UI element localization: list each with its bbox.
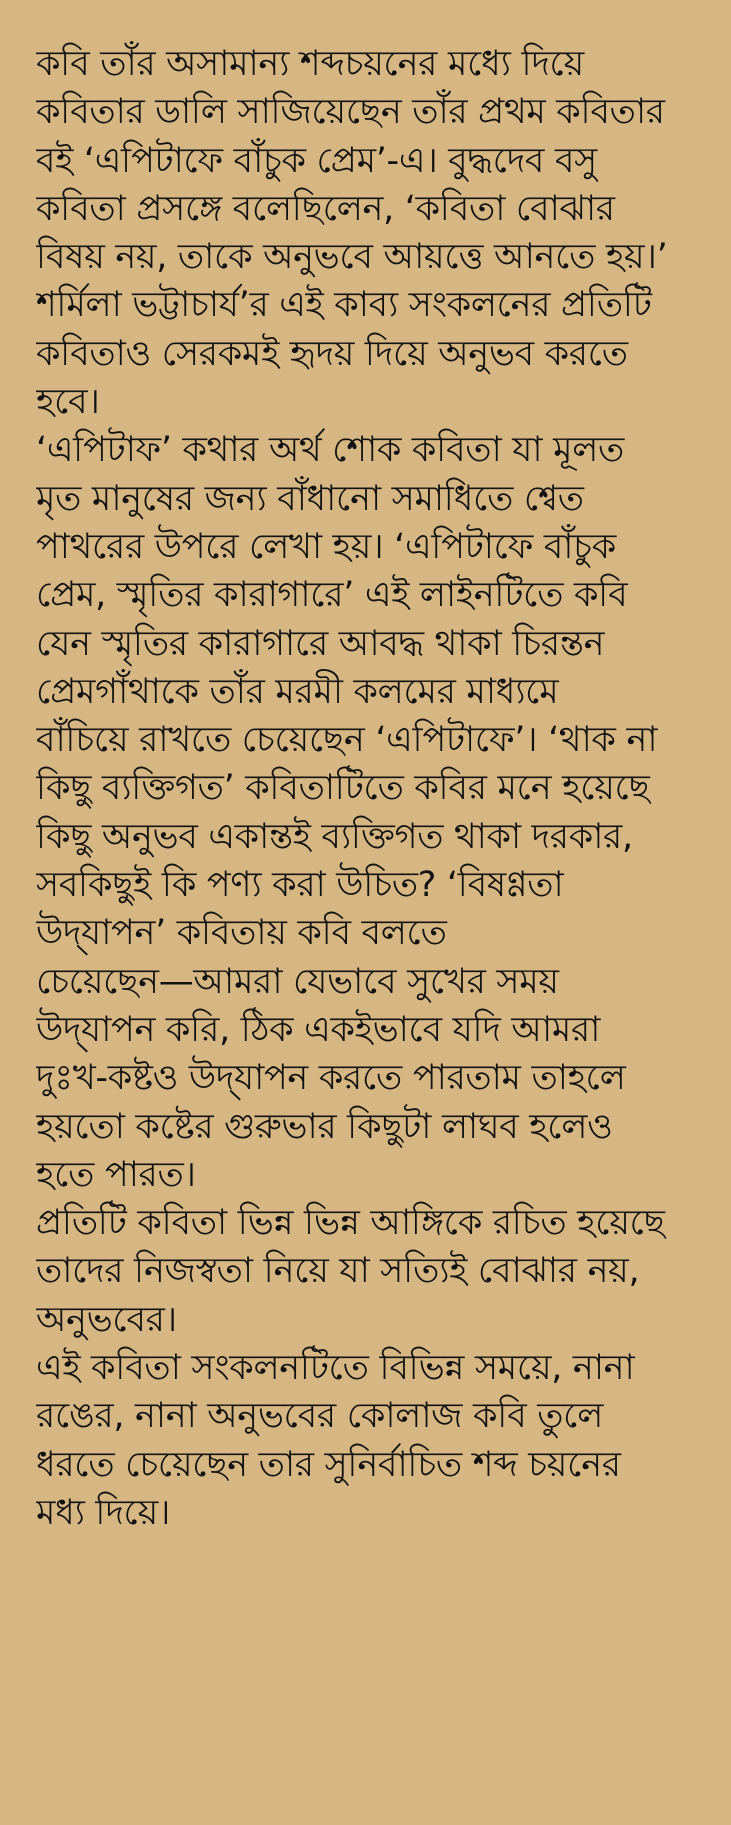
text-line: মধ্য দিয়ে। [36, 1492, 171, 1533]
text-line: কবি তাঁর অসামান্য শব্দচয়নের মধ্যে দিয়ে [36, 44, 584, 84]
text-line: হয়তো কষ্টের গুরুভার কিছুটা লাঘব হলেও [36, 1106, 613, 1147]
text-line: উদ্‌যাপন করি, ঠিক একইভাবে যদি আমরা [36, 1009, 601, 1050]
text-line: হতে পারত। [36, 1154, 196, 1195]
text-line: যেন স্মৃতির কারাগারে আবদ্ধ থাকা চিরন্তন [36, 623, 605, 664]
text-line: কিছু ব্যক্তিগত’ কবিতাটিতে কবির মনে হয়েছে [36, 768, 650, 809]
text-line: মৃত মানুষের জন্য বাঁধানো সমাধিতে শ্বেত [36, 478, 584, 519]
text-line: কবিতাও সেরকমই হৃদয় দিয়ে অনুভব করতে [36, 333, 628, 374]
text-line: পাথরের উপরে লেখা হয়। ‘এপিটাফে বাঁচুক [36, 526, 616, 567]
text-line: বাঁচিয়ে রাখতে চেয়েছেন ‘এপিটাফে’। ‘থাক না [36, 720, 658, 761]
text-line: ‘এপিটাফ’ কথার অর্থ শোক কবিতা যা মূলত [36, 430, 624, 471]
text-line: কিছু অনুভব একান্তই ব্যক্তিগত থাকা দরকার, [36, 816, 633, 857]
text-line: তাদের নিজস্বতা নিয়ে যা সত্যিই বোঝার নয়, [36, 1251, 640, 1292]
text-line: প্রেমগাঁথাকে তাঁর মরমী কলমের মাধ্যমে [36, 671, 559, 712]
text-line: রঙের, নানা অনুভবের কোলাজ কবি তুলে [36, 1396, 604, 1437]
text-line: প্রেম, স্মৃতির কারাগারে’ এই লাইনটিতে কবি [36, 575, 628, 616]
text-line: হবে। [36, 382, 100, 423]
text-line: অনুভবের। [36, 1299, 177, 1340]
text-line: শর্মিলা ভট্টাচার্য’র এই কাব্য সংকলনের প্রতিটি [36, 285, 652, 326]
text-line: কবিতা প্রসঙ্গে বলেছিলেন, ‘কবিতা বোঝার [36, 188, 615, 229]
text-line: দুঃখ-কষ্টও উদ্‌যাপন করতে পারতাম তাহলে [36, 1058, 626, 1099]
text-line: চেয়েছেন—আমরা যেভাবে সুখের সময় [36, 961, 559, 1002]
text-line: প্রতিটি কবিতা ভিন্ন ভিন্ন আঙ্গিকে রচিত হয়েছে [36, 1203, 665, 1244]
text-line: এই কবিতা সংকলনটিতে বিভিন্ন সময়ে, নানা [36, 1348, 635, 1389]
text-line: বই ‘এপিটাফে বাঁচুক প্রেম’-এ। বুদ্ধদেব বসু [36, 140, 597, 181]
text-line: সবকিছুই কি পণ্য করা উচিত? ‘বিষণ্ণতা [36, 865, 564, 906]
text-line: ধরতে চেয়েছেন তার সুনির্বাচিত শব্দ চয়নের [36, 1444, 621, 1485]
text-line: কবিতার ডালি সাজিয়েছেন তাঁর প্রথম কবিতার [36, 92, 665, 133]
text-line: বিষয় নয়, তাকে অনুভবে আয়ত্তে আনতে হয়।’ [36, 237, 668, 278]
text-line: উদ্‌যাপন’ কবিতায় কবি বলতে [36, 913, 447, 954]
